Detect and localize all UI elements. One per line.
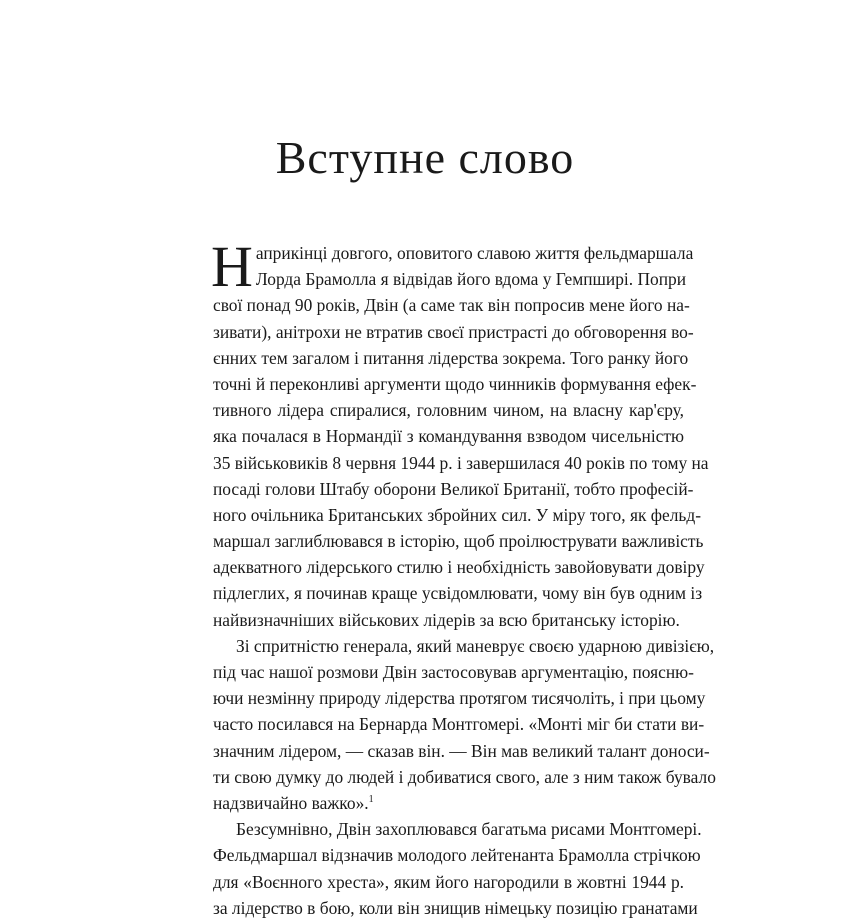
text-line: ючи незмінну природу лідерства протягом тисячоліть, і при цьому (213, 688, 706, 709)
text-line: під час нашої розмови Двін застосовував аргументацію, поясню- (213, 662, 694, 682)
drop-cap: Н (211, 234, 253, 299)
text-line: єнних тем загалом і питання лідерства зокрема. Того ранку його (213, 347, 689, 368)
text-line: надзвичайно важко». (213, 792, 369, 813)
text-line: 35 військовиків 8 червня 1944 р. і завершилася 40 років по тому на (213, 452, 709, 473)
text-line: яка почалася в Нормандії з командування взводом чисельністю (213, 426, 684, 447)
paragraph-1 (211, 234, 694, 299)
text-line: підлеглих, я починав краще усвідомлювати, чому він був одним із (213, 583, 703, 604)
text-line: ного очільника Британських збройних сил. У міру того, як фельд- (213, 504, 701, 525)
body-text (211, 234, 716, 921)
text-line: Безсумнівно, Двін захоплювався багатьма рисами Монтгомері. (236, 819, 702, 840)
text-line: Зі спритністю генерала, який маневрує своєю ударною дивізією, (236, 635, 715, 656)
page-title: Вступне слово (275, 132, 575, 183)
text-line: для «Воєнного хреста», яким його нагородили в жовтні 1944 р. (213, 871, 684, 892)
text-line: Лорда Брамолла я відвідав його вдома у Гемпширі. Попри (255, 269, 687, 290)
text-line: найвизначніших військових лідерів за всю британську історію. (213, 609, 680, 630)
text-line: посаді голови Штабу оборони Великої Британії, тобто професій- (213, 478, 694, 499)
text-line: маршал заглиблювався в історію, щоб проілюструвати важливість (213, 531, 704, 552)
text-line-with-footnote (213, 790, 684, 816)
text-line: ти свою думку до людей і добиватися свого, але з ним також бувало (213, 766, 716, 787)
text-line: за лідерство в бою, коли він знищив німецьку позицію гранатами (213, 897, 698, 918)
text-line: значним лідером, — сказав він. — Він мав великий талант доноси- (213, 740, 710, 761)
text-line: априкінці довгого, оповитого славою життя фельдмаршала (255, 243, 694, 263)
text-line: зивати), анітрохи не втратив своєї пристрасті до обговорення во- (213, 321, 694, 342)
text-line: часто посилався на Бернарда Монтгомері. «Монті міг би стати ви- (213, 714, 705, 735)
text-line: адекватного лідерського стилю і необхідність завойовувати довіру (213, 557, 705, 578)
footnote-mark[interactable]: 1 (368, 794, 374, 806)
text-line: свої понад 90 років, Двін (а саме так він попросив мене його на- (213, 295, 690, 316)
text-line: Фельдмаршал відзначив молодого лейтенанта Брамолла стрічкою (213, 845, 701, 866)
text-line: тивного лідера спиралися, головним чином, на власну кар'єру, (213, 400, 684, 421)
text-line: точні й переконливі аргументи щодо чинників формування ефек- (213, 373, 697, 394)
